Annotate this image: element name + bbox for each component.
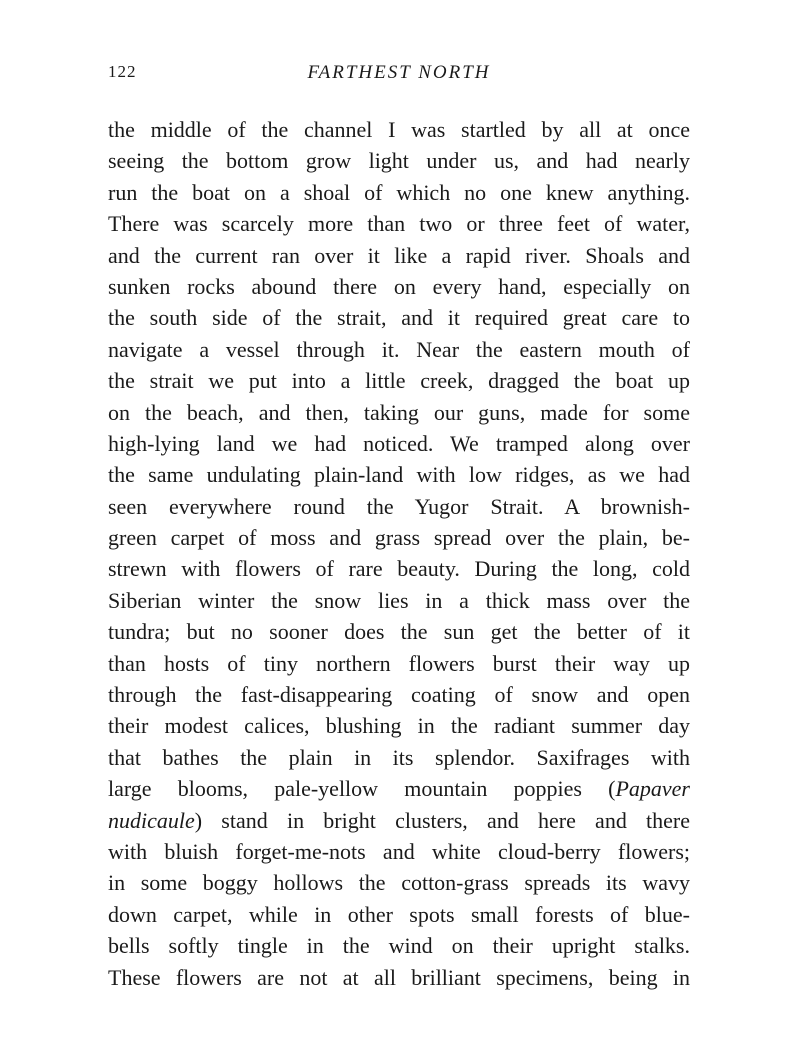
text-line <box>108 773 690 804</box>
text-line: seen everywhere round the Yugor Strait. A brownish- <box>108 493 690 519</box>
text-line: and the current ran over it like a rapid river. Shoals and <box>108 242 690 268</box>
text-line: that bathes the plain in its splendor. Saxifrages with <box>108 744 690 770</box>
running-head <box>108 62 690 86</box>
species-name-italic: nudicaule <box>108 807 195 833</box>
text-line: strewn with flowers of rare beauty. During the long, cold <box>108 556 690 582</box>
line-text-roman: ) stand in bright clusters, and here and there <box>194 807 690 833</box>
text-line: their modest calices, blushing in the radiant summer day <box>108 713 690 739</box>
text-line: bells softly tingle in the wind on their upright stalks. <box>108 933 690 959</box>
text-line: There was scarcely more than two or three feet of water, <box>108 211 690 237</box>
text-line: navigate a vessel through it. Near the eastern mouth of <box>108 336 690 362</box>
text-line: run the boat on a shoal of which no one knew anything. <box>108 179 690 205</box>
running-title: FARTHEST NORTH <box>307 62 491 83</box>
text-line: the middle of the channel I was startled by all at once <box>108 117 690 142</box>
body-text <box>108 114 690 993</box>
text-line: tundra; but no sooner does the sun get the better of it <box>108 619 690 645</box>
text-line: seeing the bottom grow light under us, and had nearly <box>108 148 690 174</box>
text-line <box>108 805 690 836</box>
text-line: green carpet of moss and grass spread over the plain, be- <box>108 525 690 551</box>
text-line: These flowers are not at all brilliant specimens, being in <box>108 964 690 990</box>
text-line: the south side of the strait, and it required great care to <box>108 305 690 331</box>
text-line: the same undulating plain-land with low ridges, as we had <box>108 462 690 488</box>
text-line: on the beach, and then, taking our guns, made for some <box>108 399 690 425</box>
species-name-italic: Papaver <box>615 776 690 802</box>
text-line: down carpet, while in other spots small forests of blue- <box>108 901 690 927</box>
text-line: sunken rocks abound there on every hand, especially on <box>108 273 690 299</box>
text-line: high-lying land we had noticed. We tramped along over <box>108 430 690 456</box>
text-line: the strait we put into a little creek, dragged the boat up <box>108 368 690 394</box>
text-line: than hosts of tiny northern flowers burst their way up <box>108 650 690 676</box>
text-line: through the fast-disappearing coating of snow and open <box>108 682 690 708</box>
line-text-roman: large blooms, pale-yellow mountain poppies ( <box>108 776 616 802</box>
page-number: 122 <box>108 62 137 81</box>
text-line: in some boggy hollows the cotton-grass spreads its wavy <box>108 870 690 896</box>
text-line: Siberian winter the snow lies in a thick mass over the <box>108 587 690 613</box>
text-line: with bluish forget-me-nots and white cloud-berry flowers; <box>108 838 690 864</box>
